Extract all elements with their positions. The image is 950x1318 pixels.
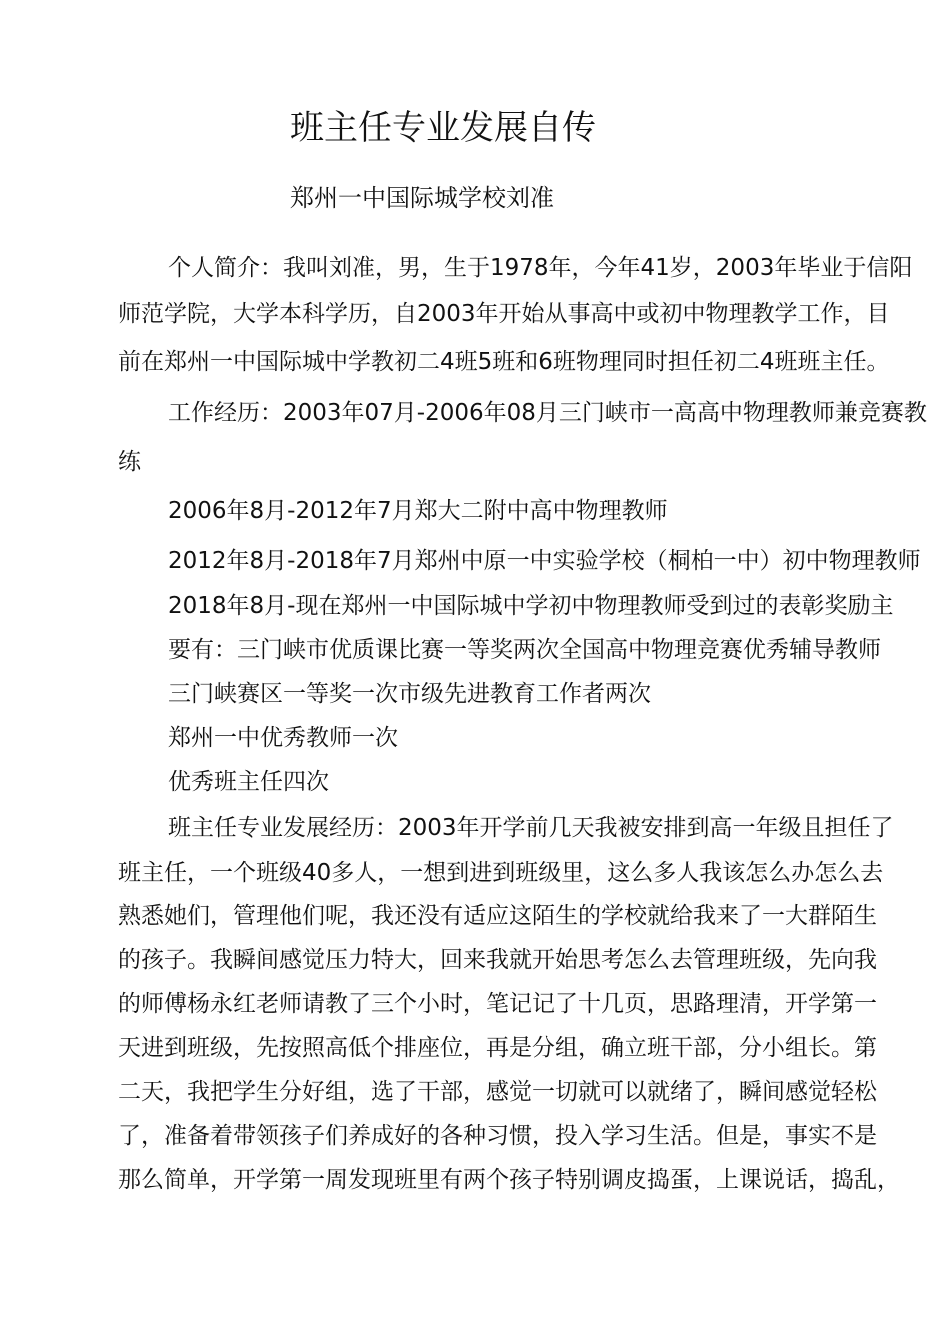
paragraph-line: 二天，我把学生分好组，选了干部，感觉一切就可以就绪了，瞬间感觉轻松 [118,1079,877,1105]
paragraph-line: 熟悉她们，管理他们呢，我还没有适应这陌生的学校就给我来了一大群陌生 [118,903,877,929]
paragraph-line: 2006年8月-2012年7月郑大二附中高中物理教师 [168,498,668,524]
paragraph-line: 要有：三门峡市优质课比赛一等奖两次全国高中物理竞赛优秀辅导教师 [168,637,881,663]
paragraph-line: 练 [118,449,141,475]
paragraph-line: 班主任，一个班级40多人，一想到进到班级里，这么多人我该怎么办怎么去 [118,860,884,886]
paragraph-line: 那么简单，开学第一周发现班里有两个孩子特别调皮捣蛋，上课说话，捣乱， [118,1167,900,1193]
paragraph-line: 前在郑州一中国际城中学教初二4班5班和6班物理同时担任初二4班班主任。 [118,349,890,375]
paragraph-line: 工作经历：2003年07月-2006年08月三门峡市一高高中物理教师兼竞赛教 [168,400,927,426]
paragraph-line: 2012年8月-2018年7月郑州中原一中实验学校（桐柏一中）初中物理教师 [168,548,921,574]
paragraph-line: 了，准备着带领孩子们养成好的各种习惯，投入学习生活。但是，事实不是 [118,1123,877,1149]
paragraph-line: 郑州一中优秀教师一次 [168,725,398,751]
paragraph-line: 的孩子。我瞬间感觉压力特大，回来我就开始思考怎么去管理班级，先向我 [118,947,877,973]
paragraph-line: 的师傅杨永红老师请教了三个小时，笔记记了十几页，思路理清，开学第一 [118,991,877,1017]
paragraph-line: 2018年8月-现在郑州一中国际城中学初中物理教师受到过的表彰奖励主 [168,593,894,619]
document-title: 班主任专业发展自传 [290,108,596,148]
paragraph-line: 优秀班主任四次 [168,769,329,795]
paragraph-line: 个人简介：我叫刘准，男，生于1978年，今年41岁，2003年毕业于信阳 [168,255,913,281]
paragraph-line: 天进到班级，先按照高低个排座位，再是分组，确立班干部，分小组长。第 [118,1035,877,1061]
paragraph-line: 班主任专业发展经历：2003年开学前几天我被安排到高一年级且担任了 [168,815,894,841]
author-line: 郑州一中国际城学校刘准 [290,184,554,212]
paragraph-line: 师范学院，大学本科学历，自2003年开始从事高中或初中物理教学工作，目 [118,301,890,327]
paragraph-line: 三门峡赛区一等奖一次市级先进教育工作者两次 [168,681,651,707]
